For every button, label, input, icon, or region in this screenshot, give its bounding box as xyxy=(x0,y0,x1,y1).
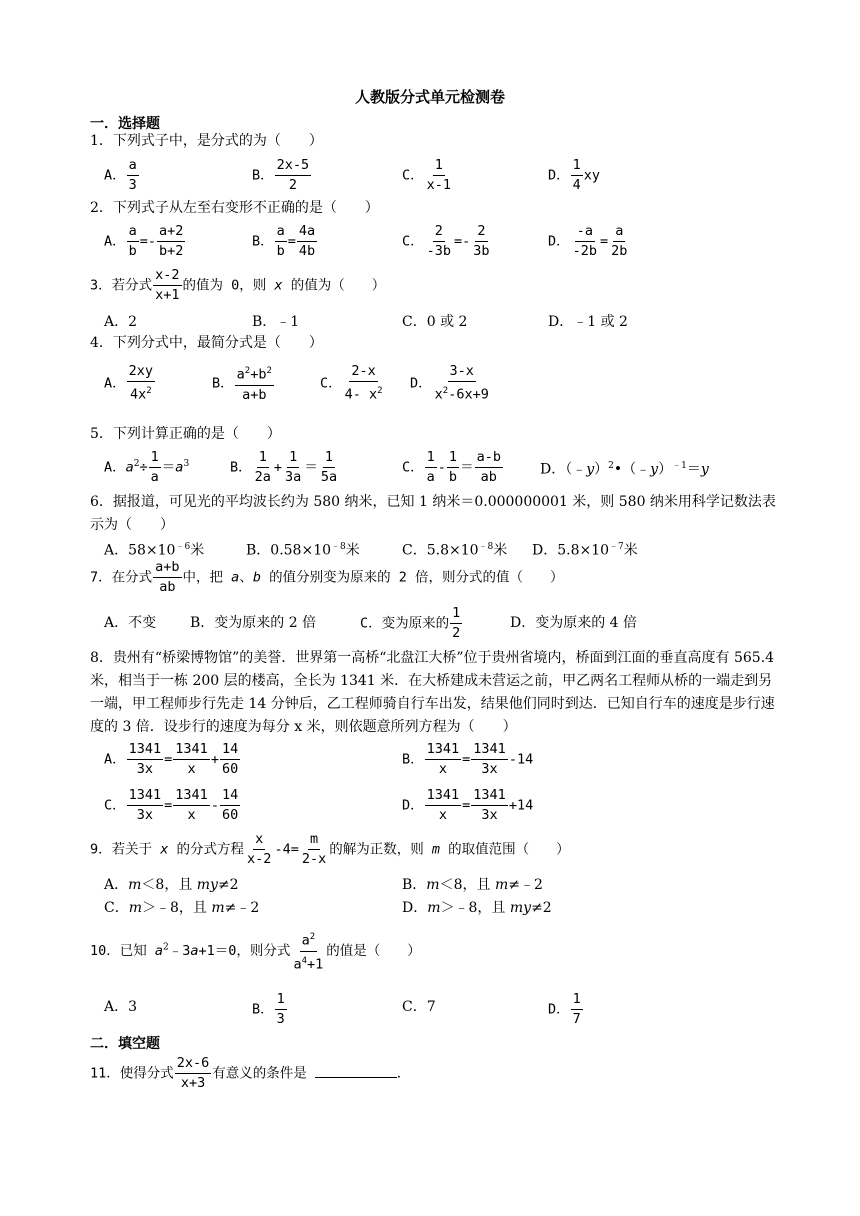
q9-option-b: B．m＜8，且 m≠﹣2 xyxy=(402,877,543,893)
q3-option-b: B．﹣1 xyxy=(252,314,300,330)
q7-option-b: B．变为原来的 2 倍 xyxy=(190,615,317,631)
q6-option-b: B．$0.58\times 10^{﹣8}$米 xyxy=(246,542,360,559)
q1-option-b: B． $\frac{2x-5}{2}$ xyxy=(252,157,310,193)
q5-option-c: C． $\frac{1}{a}$ - $\frac{1}{b}$ ＝ $\frac{a-b}{ab}$ xyxy=(402,449,501,485)
question-3-stem: 3．若分式 $\frac{x-2}{x+1}$ 的值为 0，则 x 的值为（ ） xyxy=(90,267,386,303)
question-1-stem: 1．下列式子中，是分式的为（ ） xyxy=(90,133,323,149)
q7-option-d: D．变为原来的 4 倍 xyxy=(510,615,638,631)
q8-option-d: D． $\frac{1341}{x}$ = $\frac{1341}{3x}$ +14 xyxy=(402,787,534,823)
q6-option-a: A．$58\times 10^{﹣6}$米 xyxy=(104,542,205,559)
question-5-stem: 5．下列计算正确的是（ ） xyxy=(90,426,281,442)
q8-option-a: A． $\frac{1341}{3x}$ = $\frac{1341}{x}$ + $\frac{14}{60}$ xyxy=(104,741,239,777)
q8-option-b: B． $\frac{1341}{x}$ = $\frac{1341}{3x}$ -14 xyxy=(402,741,534,777)
q5-option-b: B． $\frac{1}{2a}$ + $\frac{1}{3a}$ ＝ $\frac{1}{5a}$ xyxy=(230,449,338,485)
q1-option-c: C． $\frac{1}{x-1}$ xyxy=(402,157,452,193)
q6-option-d: D．$5.8\times 10^{﹣7}$米 xyxy=(532,542,638,559)
question-4-stem: 4．下列分式中，最简分式是（ ） xyxy=(90,335,323,351)
page-title: 人教版分式单元检测卷 xyxy=(354,88,505,106)
question-9-stem: 9．若关于 x 的分式方程 $\frac{x}{x-2}$ -4= $\frac{m}{2-x}$ 的解为正数，则 m 的取值范围（ ） xyxy=(90,831,570,867)
q3-option-d: D．﹣1 或 2 xyxy=(548,314,628,330)
q4-option-a: A． $\frac{2xy}{4x^2}$ xyxy=(104,363,154,403)
q6-option-c: C．$5.8\times 10^{﹣8}$米 xyxy=(402,542,508,559)
answer-blank[interactable] xyxy=(315,1063,397,1078)
question-8-stem: 8．贵州有“桥梁博物馆”的美誉．世界第一高桥“北盘江大桥”位于贵州省境内，桥面到江面的垂直高度有 565.4 米，相当于一栋 200 层的楼高，全长为 1341 米．在大桥建成未营运之前，甲乙两名工程师从桥的一端走到另一端，甲工程师步行先走 14 分钟后，乙工程师骑自行车出发，结果他们同时到达．已知自行车的速度是步行速度的 3 倍．设步行的速度为每分 x 米，则依题意所列方程为（ ） xyxy=(90,650,775,735)
q4-option-c: C． $\frac{2-x}{4- x^2}$ xyxy=(320,363,383,403)
q2-option-b: B． $\frac{a}{b}$ = $\frac{4a}{4b}$ xyxy=(252,223,316,259)
q2-option-c: C． $\frac{2}{-3b}$ =- $\frac{2}{3b}$ xyxy=(402,223,490,259)
section-heading-fill: 二．填空题 xyxy=(90,1036,160,1052)
q3-option-a: A．2 xyxy=(104,314,138,330)
q2-option-d: D． $\frac{-a}{-2b}$ = $\frac{a}{2b}$ xyxy=(548,223,628,259)
q9-option-d: D．m＞﹣8，且 my≠2 xyxy=(402,900,552,916)
q1-option-a: A． $\frac{a}{3}$ xyxy=(104,157,137,193)
section-heading-choice: 一．选择题 xyxy=(90,116,160,132)
q9-option-a: A．m＜8，且 my≠2 xyxy=(104,877,239,893)
q7-option-a: A．不变 xyxy=(104,615,157,631)
q4-option-b: B． $\frac{a^2+b^2}{a+b}$ xyxy=(212,362,275,405)
q5-option-a: A．$a^2\div$ $\frac{1}{a}$ $=a^3$ xyxy=(104,449,190,485)
q4-option-d: D． $\frac{3-x}{x^2-6x+9}$ xyxy=(410,363,489,403)
q2-option-a: A． $\frac{a}{b}$ =- $\frac{a+2}{b+2}$ xyxy=(104,223,184,259)
q8-option-c: C． $\frac{1341}{3x}$ = $\frac{1341}{x}$ - $\frac{14}{60}$ xyxy=(104,787,239,823)
question-10-stem: 10．已知 $a^2﹣3a+1=0$，则分式 $\frac{a^2}{a^4+1}$ 的值是（ ） xyxy=(90,928,421,974)
q10-option-a: A．3 xyxy=(104,999,138,1015)
question-7-stem: 7．在分式 $\frac{a+b}{ab}$ 中，把 a、b 的值分别变为原来的 2 倍，则分式的值（ ） xyxy=(90,559,564,595)
q10-option-d: D． $\frac{1}{7}$ xyxy=(548,991,581,1027)
q5-option-d: D．（﹣y）$^2$•（﹣y）$^{﹣1}$＝y xyxy=(540,461,709,478)
question-6-stem: 6．据报道，可见光的平均波长约为 580 纳米，已知 1 纳米＝0.000000001 米，则 580 纳米用科学记数法表示为（ ） xyxy=(90,494,776,533)
q7-option-c: C．变为原来的 $\frac{1}{2}$ xyxy=(360,605,461,641)
question-11-stem: 11．使得分式 $\frac{2x-6}{x+3}$ 有意义的条件是 ． xyxy=(90,1055,411,1091)
q1-option-d: D． $\frac{1}{4}$ xy xyxy=(548,157,601,193)
q3-option-c: C．0 或 2 xyxy=(402,314,468,330)
q9-option-c: C．m＞﹣8，且 m≠﹣2 xyxy=(104,900,260,916)
q10-option-b: B． $\frac{1}{3}$ xyxy=(252,991,285,1027)
q10-option-c: C．7 xyxy=(402,999,436,1015)
question-2-stem: 2．下列式子从左至右变形不正确的是（ ） xyxy=(90,200,379,216)
